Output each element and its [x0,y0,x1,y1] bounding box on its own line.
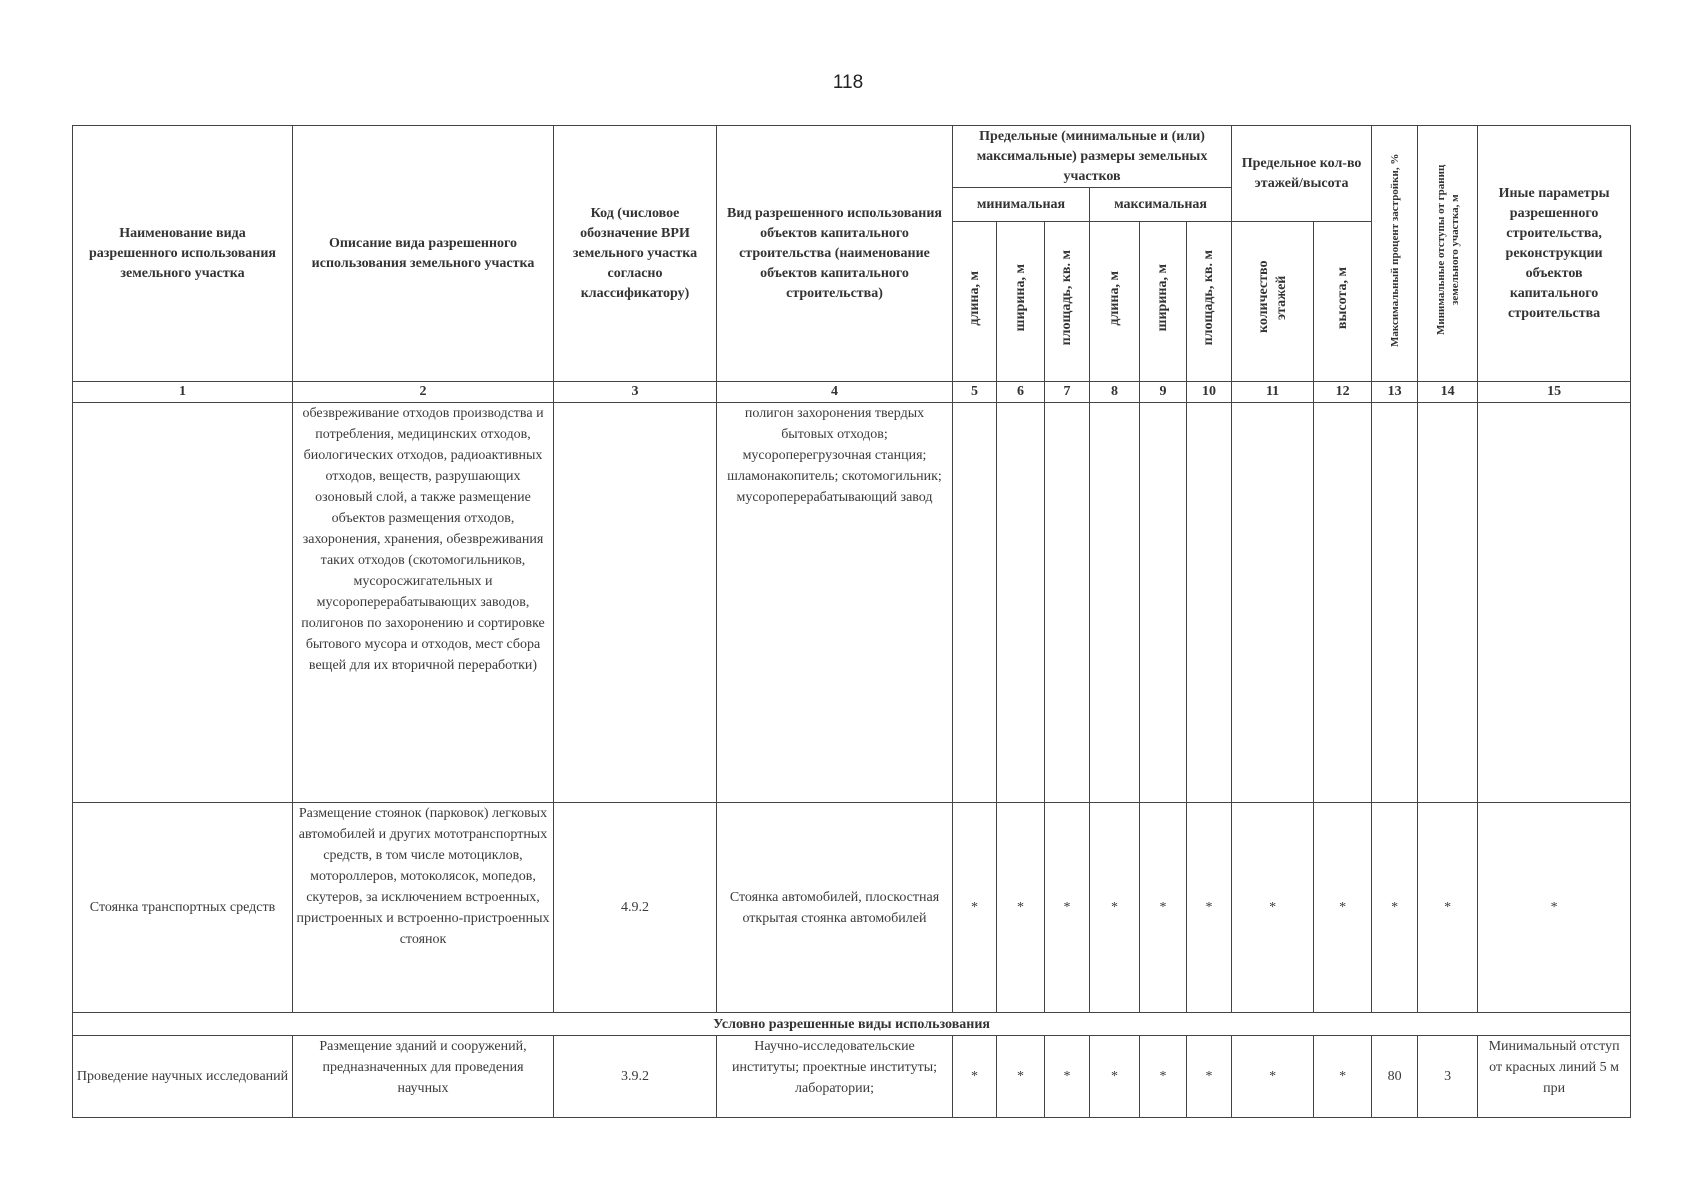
column-number: 1 [73,382,293,403]
row-value: * [1372,803,1418,1013]
row-value: * [1140,803,1187,1013]
row-value: 3 [1418,1036,1478,1118]
row-objects: Стоянка автомобилей, плоскостная открытая стоянка автомобилей [717,803,953,1013]
row-value: * [1187,803,1232,1013]
column-number: 2 [293,382,554,403]
row-value: * [997,1036,1045,1118]
header-objects: Вид разрешенного использования объектов капитального строительства (наименование объектов капитального строительства) [717,126,953,382]
row-value: * [997,803,1045,1013]
row-value [1090,403,1140,803]
header-min-width: ширина, м [997,222,1045,382]
column-number: 10 [1187,382,1232,403]
row-name: Проведение научных исследований [73,1036,293,1118]
row-value: * [1314,803,1372,1013]
row-value [1372,403,1418,803]
column-number: 12 [1314,382,1372,403]
header-max-area: площадь, кв. м [1187,222,1232,382]
row-value [1314,403,1372,803]
column-numbers-row [73,382,1631,403]
row-value: * [1187,1036,1232,1118]
row-other: * [1478,803,1631,1013]
row-objects: полигон захоронения твердых бытовых отходов; мусороперегрузочная станция; шламонакопитель; скотомогильник; мусороперерабатывающий завод [717,403,953,803]
row-value: * [1418,803,1478,1013]
row-value: * [1045,1036,1090,1118]
row-value [997,403,1045,803]
column-number: 4 [717,382,953,403]
page-number: 118 [832,72,864,93]
column-number: 9 [1140,382,1187,403]
row-name: Стоянка транспортных средств [73,803,293,1013]
header-other-params: Иные параметры разрешенного строительства, реконструкции объектов капитального строительства [1478,126,1631,382]
row-value [1140,403,1187,803]
header-floor-count: количество этажей [1232,222,1314,382]
column-number: 14 [1418,382,1478,403]
column-number: 8 [1090,382,1140,403]
header-max-coverage: Максимальный процент застройки, % [1372,126,1418,382]
header-min: минимальная [953,188,1090,222]
row-value: * [1232,803,1314,1013]
row-value: * [1090,1036,1140,1118]
row-value [1187,403,1232,803]
row-value [953,403,997,803]
header-name: Наименование вида разрешенного использования земельного участка [73,126,293,382]
row-description: Размещение зданий и сооружений, предназначенных для проведения научных [293,1036,554,1118]
row-value [1418,403,1478,803]
header-max: максимальная [1090,188,1232,222]
row-value: * [1045,803,1090,1013]
header-floors-group: Предельное кол-во этажей/высота [1232,126,1372,222]
table-row [73,803,1631,1013]
row-code: 3.9.2 [554,1036,717,1118]
section-row [73,1013,1631,1036]
header-max-width: ширина, м [1140,222,1187,382]
row-code [554,403,717,803]
row-value: * [1090,803,1140,1013]
land-use-table [72,125,1631,1118]
header-min-length: длина, м [953,222,997,382]
header-max-length: длина, м [1090,222,1140,382]
table-row [73,403,1631,803]
header-min-setbacks: Минимальные отступы от границ земельного участка, м [1418,126,1478,382]
column-number: 13 [1372,382,1418,403]
column-number: 15 [1478,382,1631,403]
row-value: * [1140,1036,1187,1118]
header-height: высота, м [1314,222,1372,382]
column-number: 3 [554,382,717,403]
header-description: Описание вида разрешенного использования земельного участка [293,126,554,382]
table-row [73,1036,1631,1118]
section-title: Условно разрешенные виды использования [73,1013,1631,1036]
row-description: обезвреживание отходов производства и потребления, медицинских отходов, биологических отходов, радиоактивных отходов, веществ, разрушающих озоновый слой, а также размещение объектов размещения отходов, захоронения, хранения, обезвреживания таких отходов (скотомогильников, мусоросжигательных и мусороперерабатывающих заводов, полигонов по захоронению и сортировке бытового мусора и отходов, мест сбора вещей для их вторичной переработки) [293,403,554,803]
row-description: Размещение стоянок (парковок) легковых автомобилей и других мототранспортных средств, в том числе мотоциклов, мотороллеров, мотоколясок, мопедов, скутеров, за исключением встроенных, пристроенных и встроенно-пристроенных стоянок [293,803,554,1013]
header-min-area: площадь, кв. м [1045,222,1090,382]
header-code: Код (числовое обозначение ВРИ земельного участка согласно классификатору) [554,126,717,382]
column-number: 5 [953,382,997,403]
row-value: * [1232,1036,1314,1118]
row-other: Минимальный отступ от красных линий 5 м при [1478,1036,1631,1118]
column-number: 11 [1232,382,1314,403]
row-code: 4.9.2 [554,803,717,1013]
row-value: 80 [1372,1036,1418,1118]
row-value: * [1314,1036,1372,1118]
row-value [1232,403,1314,803]
row-value: * [953,803,997,1013]
row-value [1045,403,1090,803]
row-value: * [953,1036,997,1118]
row-other [1478,403,1631,803]
row-name [73,403,293,803]
column-number: 6 [997,382,1045,403]
header-plot-sizes: Предельные (минимальные и (или) максимальные) размеры земельных участков [953,126,1232,188]
row-objects: Научно-исследовательские институты; проектные институты; лаборатории; [717,1036,953,1118]
column-number: 7 [1045,382,1090,403]
